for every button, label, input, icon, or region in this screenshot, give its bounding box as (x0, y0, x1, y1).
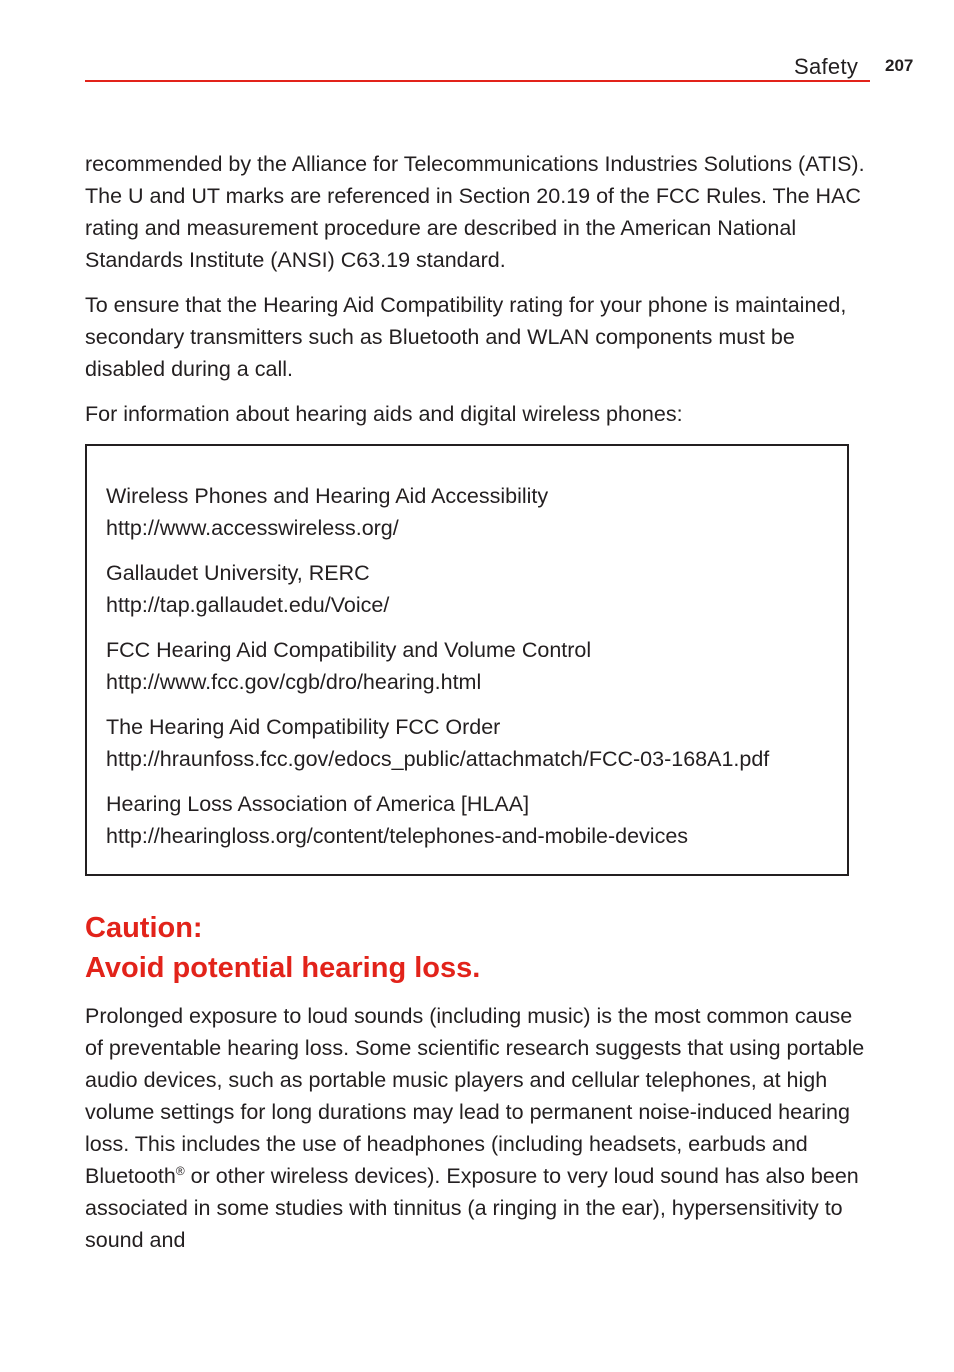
resource-link[interactable]: http://www.fcc.gov/cgb/dro/hearing.html (106, 670, 482, 694)
resource-item (106, 634, 846, 698)
resource-name: Gallaudet University, RERC (106, 561, 370, 585)
caution-title-line2: Avoid potential hearing loss. (85, 952, 481, 984)
header-divider (85, 80, 870, 82)
caution-title-line1: Caution: (85, 912, 203, 944)
registered-mark: ® (175, 1163, 185, 1178)
resource-box (85, 444, 849, 876)
caution-text-part2: or other wireless devices). Exposure to very loud sound has also been associated in some studies with tinnitus (a ringing in the ear), hypersensitivity to sound and (85, 1164, 859, 1252)
caution-body (85, 1000, 875, 1256)
resource-link[interactable]: http://hearingloss.org/content/telephones-and-mobile-devices (106, 824, 689, 848)
resource-name: Wireless Phones and Hearing Aid Accessibility (106, 484, 549, 508)
caution-paragraph (85, 1000, 875, 1256)
resource-name: FCC Hearing Aid Compatibility and Volume Control (106, 638, 592, 662)
resource-item (106, 711, 846, 775)
resource-item (106, 788, 846, 852)
intro-text (85, 148, 875, 443)
resource-item (106, 557, 846, 621)
resource-link[interactable]: http://tap.gallaudet.edu/Voice/ (106, 593, 390, 617)
resource-name: The Hearing Aid Compatibility FCC Order (106, 715, 501, 739)
resource-link[interactable]: http://www.accesswireless.org/ (106, 516, 399, 540)
intro-paragraph: recommended by the Alliance for Telecommunications Industries Solutions (ATIS). The U and UT marks are referenced in Section 20.19 of the FCC Rules. The HAC rating and measurement procedure are described in the American National Standards Institute (ANSI) C63.19 standard. (85, 152, 865, 272)
page-header (0, 50, 954, 90)
resource-item (106, 480, 846, 544)
section-title: Safety (794, 54, 859, 79)
resource-link[interactable]: http://hraunfoss.fcc.gov/edocs_public/attachmatch/FCC-03-168A1.pdf (106, 747, 770, 771)
caution-text-part1: Prolonged exposure to loud sounds (including music) is the most common cause of preventable hearing loss. Some scientific research suggests that using portable audio devices, such as portable music players and cellular telephones, at high volume settings for long durations may lead to permanent noise-induced hearing loss. This includes the use of headphones (including headsets, earbuds and Bluetooth (85, 1004, 865, 1188)
resource-name: Hearing Loss Association of America [HLAA] (106, 792, 530, 816)
page-number: 207 (885, 56, 914, 75)
resource-list (106, 480, 846, 865)
intro-paragraph: For information about hearing aids and digital wireless phones: (85, 402, 683, 426)
caution-heading (85, 908, 875, 988)
intro-paragraph: To ensure that the Hearing Aid Compatibility rating for your phone is maintained, secondary transmitters such as Bluetooth and WLAN components must be disabled during a call. (85, 293, 847, 381)
